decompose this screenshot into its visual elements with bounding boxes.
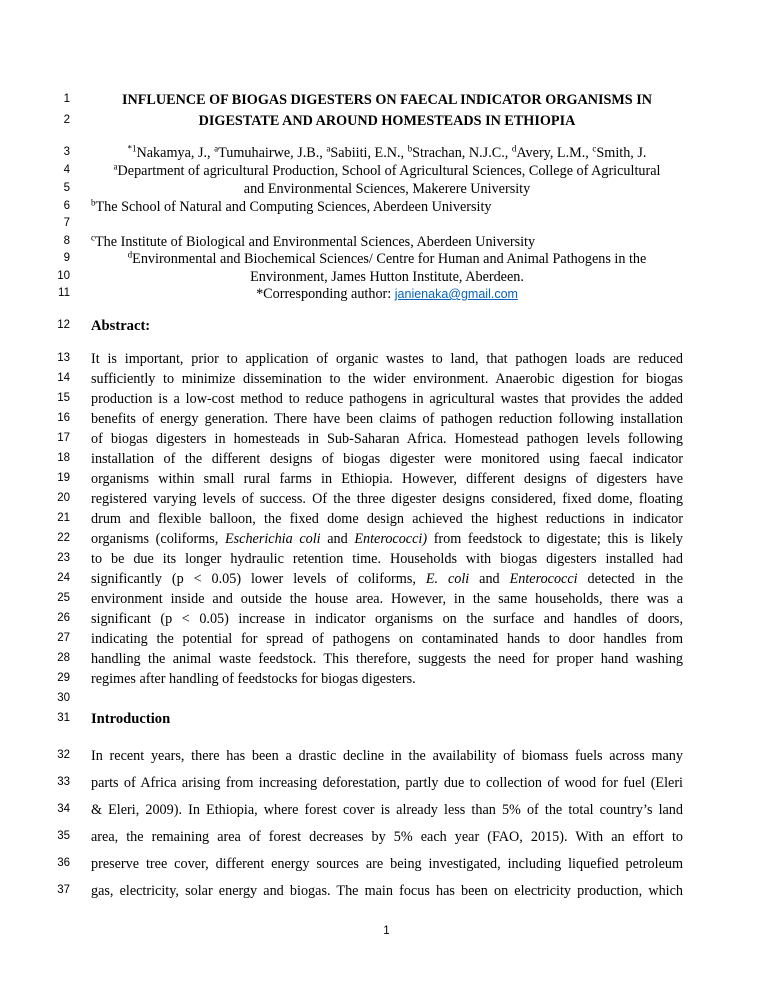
line-number: 19 xyxy=(57,472,70,484)
corresponding-author: *Corresponding author: janienaka@gmail.com xyxy=(256,286,518,302)
line-number: 6 xyxy=(63,200,70,212)
line-number: 2 xyxy=(63,114,70,126)
line-number: 20 xyxy=(57,492,70,504)
page-number: 1 xyxy=(383,925,390,937)
line-number: 35 xyxy=(57,830,70,842)
author: $^a$Tumuhairwe, J.B., xyxy=(214,143,327,161)
line-number: 22 xyxy=(57,532,70,544)
introduction-line: preserve tree cover, different energy sources are being investigated, including liquefied petroleum xyxy=(91,856,683,872)
line-number: 27 xyxy=(57,632,70,644)
affiliation-a-line-2: and Environmental Sciences, Makerere University xyxy=(243,181,531,197)
abstract-line: sufficiently to minimize dissemination to the wider environment. Anaerobic digestion for biogas xyxy=(91,371,683,387)
line-number: 28 xyxy=(57,652,70,664)
line-number: 1 xyxy=(63,93,70,105)
abstract-line: benefits of energy generation. There have been claims of pathogen reduction following installation xyxy=(91,411,683,427)
introduction-line: parts of Africa arising from increasing deforestation, partly due to collection of wood for fuel (Eleri xyxy=(91,775,683,791)
abstract-line: significantly (p < 0.05) lower levels of coliforms, E. coli and Enterococci detected in the xyxy=(91,571,683,587)
abstract-line: drum and flexible balloon, the fixed dome design achieved the highest reductions in indicator xyxy=(91,511,683,527)
abstract-line: organisms within small rural farms in Ethiopia. However, different designs of digesters have xyxy=(91,471,683,487)
line-number: 31 xyxy=(57,712,70,724)
line-number: 21 xyxy=(57,512,70,524)
line-number: 11 xyxy=(58,287,70,299)
line-number: 37 xyxy=(57,884,70,896)
line-number: 9 xyxy=(63,252,70,264)
affiliation-d-line-2: Environment, James Hutton Institute, Aberdeen. xyxy=(250,269,524,285)
author: $^a$Sabiiti, E.N., xyxy=(326,143,408,161)
affiliation-b: $^b$The School of Natural and Computing Sciences, Aberdeen University xyxy=(91,197,492,215)
affiliation-d-line-1: $^d$Environmental and Biochemical Sciences/ Centre for Human and Animal Pathogens in the xyxy=(127,249,647,267)
introduction-heading: Introduction xyxy=(91,711,171,727)
line-number: 12 xyxy=(57,319,70,331)
abstract-line: regimes after handling of feedstocks for biogas digesters. xyxy=(91,671,416,687)
abstract-line: to be due its longer hydraulic retention time. Households with biogas digesters installed had xyxy=(91,551,683,567)
line-number: 4 xyxy=(63,164,70,176)
abstract-line: indicating the potential for spread of pathogens on contaminated hands to door handles from xyxy=(91,631,683,647)
line-number: 7 xyxy=(63,217,70,229)
author: $^b$Strachan, N.J.C., xyxy=(407,143,512,161)
abstract-heading: Abstract: xyxy=(91,318,151,334)
line-number: 34 xyxy=(57,803,70,815)
paper-title-line-2: DIGESTATE AND AROUND HOMESTEADS IN ETHIOPIA xyxy=(198,113,576,129)
introduction-line: gas, electricity, solar energy and biogas. The main focus has been on electricity production, which xyxy=(91,883,683,899)
affiliation-a-line-1: $^a$Department of agricultural Production, School of Agricultural Sciences, College of Agricultural xyxy=(113,161,661,179)
line-number: 17 xyxy=(57,432,70,444)
line-number: 23 xyxy=(57,552,70,564)
abstract-line: organisms (coliforms, Escherichia coli and Enterococci) from feedstock to digestate; this is likely xyxy=(91,531,683,547)
line-number: 18 xyxy=(57,452,70,464)
line-number: 13 xyxy=(57,352,70,364)
line-number: 8 xyxy=(63,235,70,247)
abstract-line: of biogas digesters in homesteads in Sub-Saharan Africa. Homestead pathogen levels following xyxy=(91,431,683,447)
abstract-line: installation of the different designs of biogas digester were monitored using faecal indicator xyxy=(91,451,683,467)
line-number: 26 xyxy=(57,612,70,624)
line-number: 25 xyxy=(57,592,70,604)
line-number: 3 xyxy=(63,146,70,158)
line-number: 15 xyxy=(57,392,70,404)
abstract-line: environment inside and outside the house area. However, in the same households, there was a xyxy=(91,591,683,607)
introduction-line: In recent years, there has been a drastic decline in the availability of biomass fuels across many xyxy=(91,748,683,764)
introduction-line: & Eleri, 2009). In Ethiopia, where forest cover is already less than 5% of the total country’s land xyxy=(91,802,683,818)
introduction-line: area, the remaining area of forest decreases by 5% each year (FAO, 2015). With an effort to xyxy=(91,829,683,845)
line-number: 5 xyxy=(63,182,70,194)
abstract-line: It is important, prior to application of organic wastes to land, that pathogen loads are reduced xyxy=(91,351,683,367)
line-number: 36 xyxy=(57,857,70,869)
line-number: 10 xyxy=(57,270,70,282)
abstract-line: significant (p < 0.05) increase in indicator organisms on the surface and handles of doors, xyxy=(91,611,683,627)
abstract-line: production is a low-cost method to reduce pathogens in agricultural wastes that provides the added xyxy=(91,391,683,407)
line-number: 30 xyxy=(57,692,70,704)
line-number: 24 xyxy=(57,572,70,584)
abstract-line: registered varying levels of success. Of the three digester designs considered, fixed dome, floating xyxy=(91,491,683,507)
line-number: 29 xyxy=(57,672,70,684)
author-list xyxy=(91,145,683,162)
paper-title-line-1: INFLUENCE OF BIOGAS DIGESTERS ON FAECAL INDICATOR ORGANISMS IN xyxy=(121,92,653,108)
line-number: 14 xyxy=(57,372,70,384)
line-number: 33 xyxy=(57,776,70,788)
author: $^{*1}$Nakamya, J., xyxy=(127,143,215,161)
affiliation-c: $^c$The Institute of Biological and Environmental Sciences, Aberdeen University xyxy=(91,232,536,250)
abstract-line: handling the animal waste feedstock. This therefore, suggests the need for proper hand washing xyxy=(91,651,683,667)
line-number: 32 xyxy=(57,749,70,761)
author: $^d$Avery, L.M., xyxy=(511,143,593,161)
line-number: 16 xyxy=(57,412,70,424)
email-link[interactable]: janienaka@gmail.com xyxy=(394,287,518,301)
author: $^c$Smith, J. xyxy=(592,143,647,161)
